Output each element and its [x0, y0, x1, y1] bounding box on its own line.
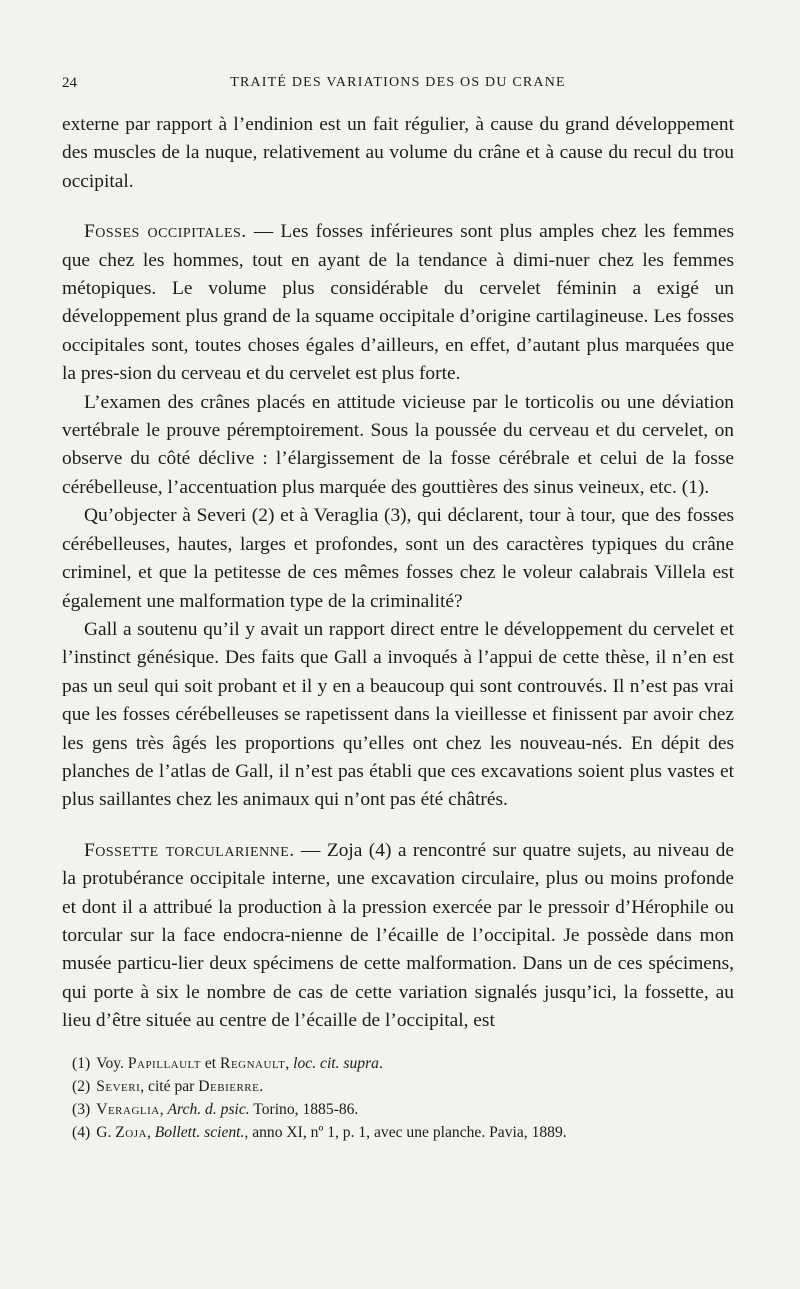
footnote: (1) Voy. Papillault et Regnault, loc. cit. supra.	[72, 1054, 383, 1072]
paragraph: Qu’objecter à Severi (2) et à Veraglia (3), qui déclarent, tour à tour, que des fosses cérébelleuses, hautes, larges et profondes, sont un des caractères typiques du crâne criminel, et que la petitesse de ces mêmes fosses chez le voleur calabrais Villela est également une malformation type de la criminalité?	[62, 505, 734, 612]
section-heading: Fossette torcularienne.	[84, 839, 295, 861]
paragraph-text: — Zoja (4) a rencontré sur quatre sujets, au niveau de la protubérance occipitale interne, une excavation circulaire, plus ou moins profonde et dont il a attribué la production à la pression exercée par le pressoir d’Hérophile ou torcular sur la face endocra-nienne de l’écaille de l’occipital. Je possède dans mon musée particu-lier deux spécimens de cette malformation. Dans un de ces spécimens, qui porte à six le nombre de cas de cette variation signalés jusqu’ici, la fossette, au lieu d’être située au centre de l’écaille de l’occipital, est	[62, 839, 734, 1032]
footnotes	[62, 1052, 734, 1144]
footnote: (2) Severi, cité par Debierre.	[72, 1077, 264, 1095]
footnote: (3) Veraglia, Arch. d. psic. Torino, 1885-86.	[72, 1100, 359, 1118]
book-page	[62, 66, 734, 1144]
footnote: (4) G. Zoja, Bollett. scient., anno XI, nº 1, p. 1, avec une planche. Pavia, 1889.	[72, 1123, 567, 1141]
page-header	[62, 66, 734, 94]
page-number: 24	[62, 75, 77, 91]
paragraph: Gall a soutenu qu’il y avait un rapport direct entre le développement du cervelet et l’instinct génésique. Des faits que Gall a invoqués à l’appui de cette thèse, il n’en est pas un seul qui soit probant et il y en a beaucoup qui sont controuvés. Il n’est pas vrai que les fosses cérébelleuses se rapetissent dans la vieillesse et finissent par avoir chez les gens très âgés les proportions qu’elles ont chez les nouveau-nés. En dépit des planches de l’atlas de Gall, il n’est pas établi que ces excavations soient plus vastes et plus saillantes chez les animaux qui n’ont pas été châtrés.	[62, 618, 734, 811]
body-text	[62, 111, 734, 1036]
section-heading: Fosses occipitales.	[84, 221, 247, 243]
running-title: TRAITÉ DES VARIATIONS DES OS DU CRANE	[230, 75, 566, 90]
paragraph: L’examen des crânes placés en attitude vicieuse par le torticolis ou une déviation vertébrale le prouve péremptoirement. Sous la poussée du cerveau et du cervelet, on observe du côté déclive : l’élargissement de la fosse cérébrale et celui de la fosse cérébelleuse, l’accentuation plus marquée des gouttières des sinus veineux, etc. (1).	[62, 391, 734, 498]
paragraph	[62, 218, 734, 388]
paragraph: externe par rapport à l’endinion est un fait régulier, à cause du grand développement des muscles de la nuque, relativement au volume du crâne et à cause du recul du trou occipital.	[62, 114, 734, 192]
paragraph-text: — Les fosses inférieures sont plus amples chez les femmes que chez les hommes, tout en ayant de la tendance à dimi-nuer chez les femmes métopiques. Le volume plus considérable du cervelet féminin a exigé un développement plus grand de la squame occipitale d’origine cartilagineuse. Les fosses occipitales sont, toutes choses égales d’ailleurs, en effet, d’autant plus marquées que la pres-sion du cerveau et du cervelet est plus forte.	[62, 221, 735, 385]
paragraph	[62, 837, 734, 1036]
